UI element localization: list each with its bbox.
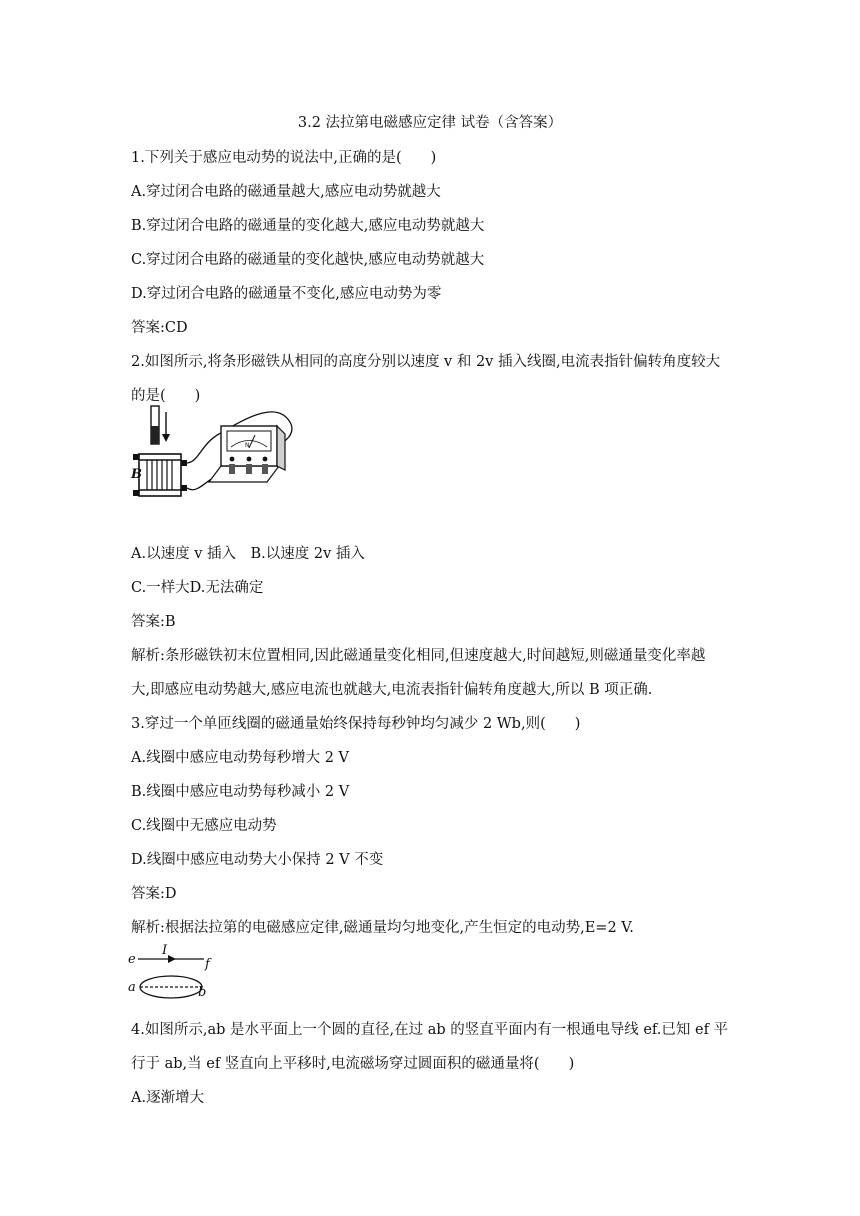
q2-stem-line1: 2.如图所示,将条形磁铁从相同的高度分别以速度 v 和 2v 插入线圈,电流表指针偏转角度较大: [131, 354, 721, 370]
magnet-coil-ammeter-figure: [129, 404, 299, 504]
q2-answer: 答案:B: [131, 614, 176, 630]
page-title: 3.2 法拉第电磁感应定律 试卷（含答案）: [297, 115, 563, 131]
ammeter: [209, 426, 285, 482]
q1-stem: 1.下列关于感应电动势的说法中,正确的是( ): [131, 150, 437, 166]
down-arrow-icon: [162, 434, 170, 442]
q3-analysis: 解析:根据法拉第的电磁感应定律,磁通量均匀地变化,产生恒定的电动势,E=2 V.: [131, 920, 634, 936]
q1-option-c: C.穿过闭合电路的磁通量的变化越快,感应电动势就越大: [131, 252, 485, 268]
q3-option-a: A.线圈中感应电动势每秒增大 2 V: [131, 750, 349, 766]
q3-stem: 3.穿过一个单匝线圈的磁通量始终保持每秒钟均匀减少 2 Wb,则( ): [131, 716, 581, 732]
q2-options-line2: C.一样大D.无法确定: [131, 580, 264, 596]
q2-stem-line2: 的是( ): [131, 388, 201, 404]
svg-text:I: I: [162, 944, 168, 958]
coil-label: B: [131, 467, 142, 482]
q3-option-d: D.线圈中感应电动势大小保持 2 V 不变: [131, 852, 384, 868]
q4-stem-line1: 4.如图所示,ab 是水平面上一个圆的直径,在过 ab 的竖直平面内有一根通电导线 ef.已知 ef 平: [131, 1022, 729, 1038]
q1-option-d: D.穿过闭合电路的磁通量不变化,感应电动势为零: [131, 286, 442, 302]
q3-option-c: C.线圈中无感应电动势: [131, 818, 277, 834]
wire-circle-figure: [128, 944, 218, 1004]
q1-option-a: A.穿过闭合电路的磁通量越大,感应电动势就越大: [131, 184, 441, 200]
q4-stem-line2: 行于 ab,当 ef 竖直向上平移时,电流磁场穿过圆面积的磁通量将( ): [131, 1056, 575, 1072]
q2-analysis-line1: 解析:条形磁铁初末位置相同,因此磁通量变化相同,但速度越大,时间越短,则磁通量变化率越: [131, 648, 706, 664]
svg-text:e: e: [128, 952, 136, 967]
q1-option-b: B.穿过闭合电路的磁通量的变化越大,感应电动势就越大: [131, 218, 485, 234]
svg-text:f: f: [205, 957, 210, 972]
q4-option-a: A.逐渐增大: [131, 1090, 205, 1106]
q1-answer: 答案:CD: [131, 320, 188, 336]
q3-option-b: B.线圈中感应电动势每秒减小 2 V: [131, 784, 350, 800]
current-arrow-icon: [168, 955, 176, 963]
q2-analysis-line2: 大,即感应电动势越大,感应电流也就越大,电流表指针偏转角度越大,所以 B 项正确.: [131, 682, 653, 698]
q2-options-line1: A.以速度 v 插入 B.以速度 2v 插入: [131, 546, 365, 562]
svg-text:a: a: [128, 980, 136, 995]
svg-text:N: N: [245, 442, 250, 449]
svg-text:b: b: [198, 985, 207, 1000]
q3-answer: 答案:D: [131, 886, 177, 902]
